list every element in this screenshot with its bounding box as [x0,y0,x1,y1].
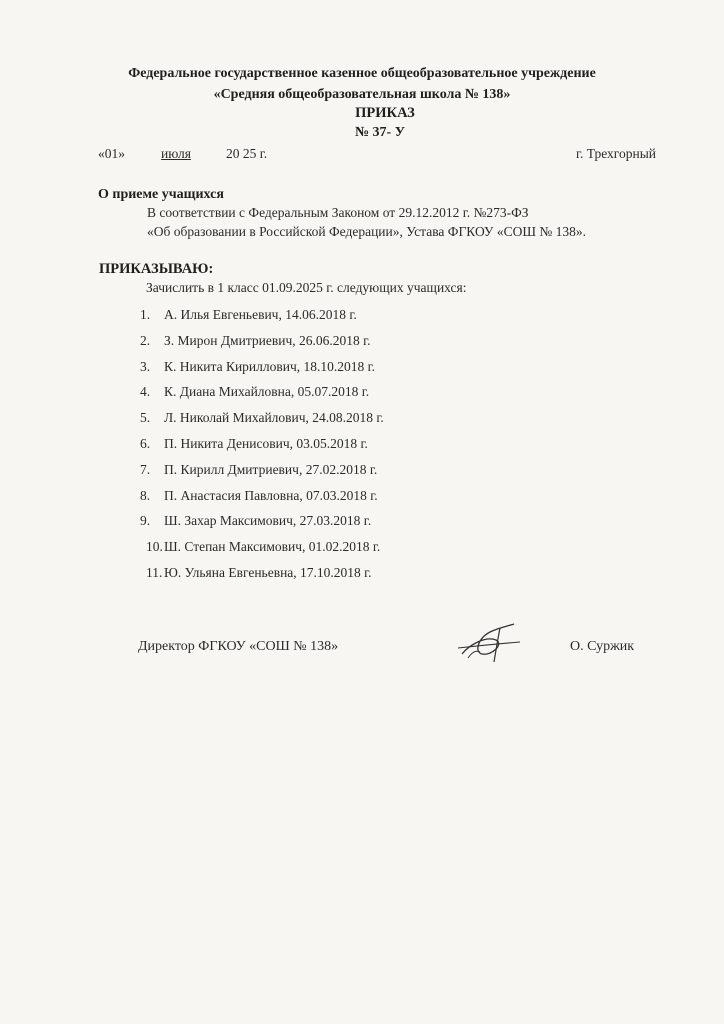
student-number: 10. [146,539,163,555]
student-entry: Л. Николай Михайлович, 24.08.2018 г. [164,410,384,426]
student-list-item [140,333,371,349]
student-list-item [140,359,375,375]
student-list-item [140,410,384,426]
student-entry: П. Кирилл Дмитриевич, 27.02.2018 г. [164,461,378,477]
student-list-item [140,462,377,478]
student-entry: Ш. Захар Максимович, 27.03.2018 г. [164,513,372,529]
student-number: 4. [140,384,151,400]
student-entry: К. Диана Михайловна, 05.07.2018 г. [164,384,370,400]
basis-line2: «Об образовании в Российской Федерации», Устава ФГКОУ «СОШ № 138». [147,224,586,239]
director-name: О. Суржик [570,639,635,654]
student-number: 2. [140,332,151,348]
org-name-line1: Федеральное государственное казенное общеобразовательное учреждение [128,66,596,81]
date-day: «01» [98,146,125,161]
student-number: 5. [140,410,151,426]
student-number: 8. [140,487,151,503]
student-list-item [140,384,369,400]
date-month: июля [161,146,191,161]
student-entry: П. Никита Денисович, 03.05.2018 г. [164,436,368,451]
doc-title: ПРИКАЗ [355,105,415,121]
student-list-item [140,307,357,323]
student-entry: А. Илья Евгеньевич, 14.06.2018 г. [164,307,357,322]
student-number: 9. [140,513,151,529]
student-list-item [140,436,368,452]
student-number: 6. [140,436,151,451]
student-list-item [140,488,378,504]
doc-number: № 37- У [354,125,405,140]
city: г. Трехгорный [576,146,657,161]
order-subject: О приеме учащихся [98,187,224,202]
student-list-item [146,539,380,555]
student-entry: З. Мирон Дмитриевич, 26.06.2018 г. [164,332,371,348]
student-entry: Ш. Степан Максимович, 01.02.2018 г. [164,539,381,555]
student-list-item [140,513,371,529]
order-word: ПРИКАЗЫВАЮ: [99,261,214,277]
student-number: 11. [146,565,163,580]
student-entry: П. Анастасия Павловна, 07.03.2018 г. [164,487,378,503]
director-position: Директор ФГКОУ «СОШ № 138» [138,639,339,654]
student-number: 7. [140,461,151,477]
org-name-line2: «Средняя общеобразовательная школа № 138» [213,87,511,102]
basis-line1: В соответствии с Федеральным Законом от 29.12.2012 г. №273-ФЗ [147,205,529,220]
student-number: 3. [140,358,151,374]
student-entry: К. Никита Кириллович, 18.10.2018 г. [164,358,376,374]
date-year: 20 25 г. [226,146,268,161]
enroll-text: Зачислить в 1 класс 01.09.2025 г. следующих учащихся: [146,280,467,295]
handwritten-signature-icon [456,618,526,666]
student-list-item [146,565,372,581]
student-number: 1. [140,307,151,322]
student-entry: Ю. Ульяна Евгеньевна, 17.10.2018 г. [164,565,372,580]
